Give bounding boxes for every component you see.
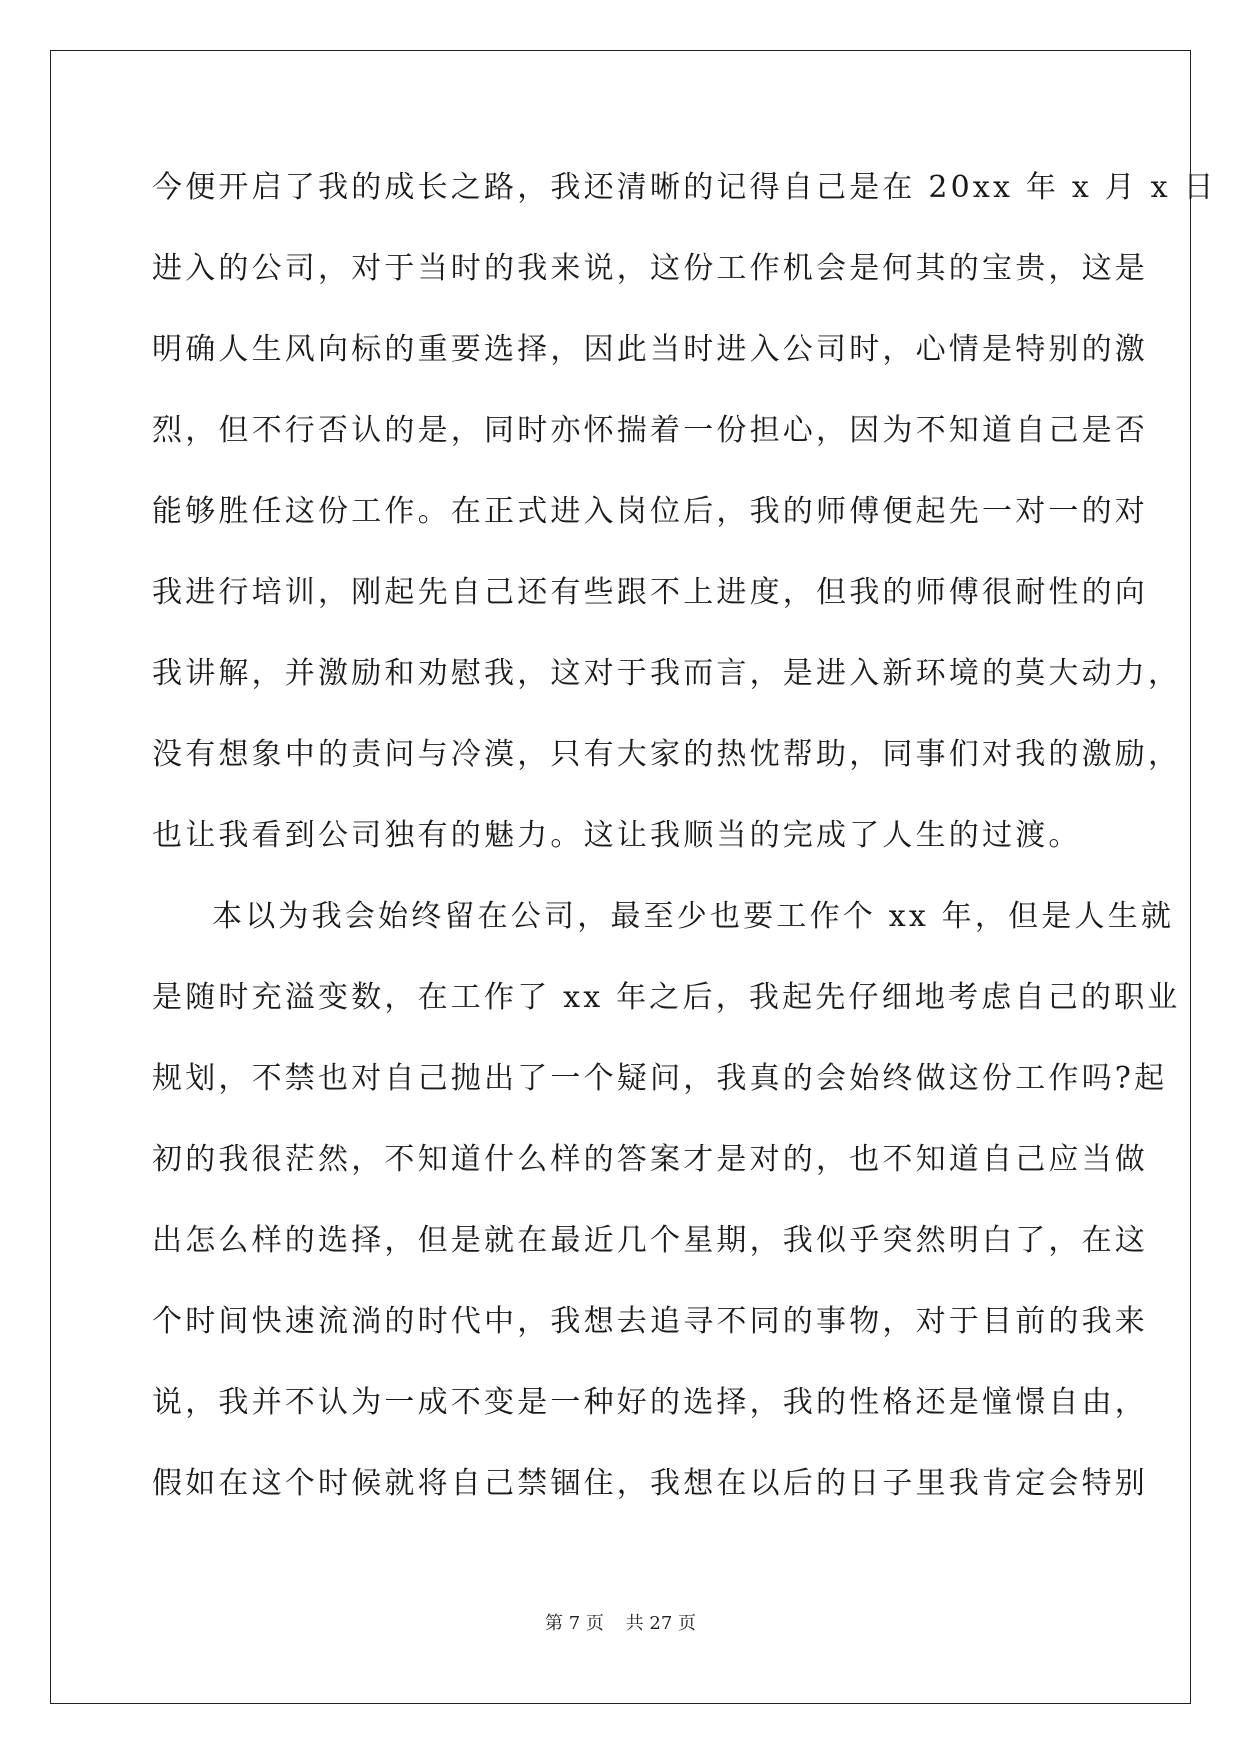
text-line: 规划，不禁也对自己抛出了一个疑问，我真的会始终做这份工作吗?起 — [152, 1061, 1168, 1096]
text-line: 出怎么样的选择，但是就在最近几个星期，我似乎突然明白了，在这 — [152, 1223, 1148, 1258]
text-line: 没有想象中的责问与冷漠，只有大家的热忱帮助，同事们对我的激励， — [152, 737, 1182, 772]
text-line: 能够胜任这份工作。在正式进入岗位后，我的师傅便起先一对一的对 — [152, 494, 1148, 529]
text-line: 是随时充溢变数，在工作了 xx 年之后，我起先仔细地考虑自己的职业 — [152, 980, 1181, 1015]
total-page-count: 共 27 页 — [625, 1613, 696, 1634]
paragraph-first-line: 本以为我会始终留在公司，最至少也要工作个 xx 年，但是人生就 — [212, 899, 1175, 934]
document-body — [152, 164, 1217, 1541]
text-line: 进入的公司，对于当时的我来说，这份工作机会是何其的宝贵，这是 — [152, 251, 1148, 286]
text-line: 我讲解，并激励和劝慰我，这对于我而言，是进入新环境的莫大动力， — [152, 656, 1182, 691]
text-line: 初的我很茫然，不知道什么样的答案才是对的，也不知道自己应当做 — [152, 1142, 1148, 1177]
text-line: 个时间快速流淌的时代中，我想去追寻不同的事物，对于目前的我来 — [152, 1304, 1148, 1339]
text-line: 说，我并不认为一成不变是一种好的选择，我的性格还是憧憬自由， — [152, 1385, 1148, 1420]
text-line: 明确人生风向标的重要选择，因此当时进入公司时，心情是特别的激 — [152, 332, 1148, 367]
text-line: 烈，但不行否认的是，同时亦怀揣着一份担心，因为不知道自己是否 — [152, 413, 1148, 448]
current-page-number: 第 7 页 — [545, 1613, 604, 1634]
text-line: 我进行培训，刚起先自己还有些跟不上进度，但我的师傅很耐性的向 — [152, 575, 1148, 610]
page-footer — [0, 1609, 1241, 1635]
text-line: 今便开启了我的成长之路，我还清晰的记得自己是在 20xx 年 x 月 x 日 — [152, 170, 1217, 205]
text-line: 假如在这个时候就将自己禁锢住，我想在以后的日子里我肯定会特别 — [152, 1466, 1148, 1501]
text-line: 也让我看到公司独有的魅力。这让我顺当的完成了人生的过渡。 — [152, 818, 1082, 853]
